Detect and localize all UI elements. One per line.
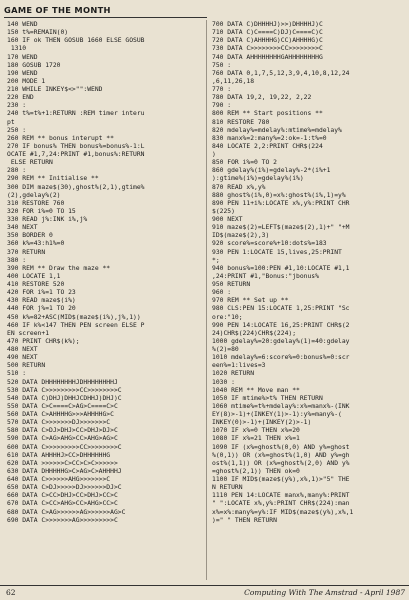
code-line: 910 maze$(2)=LEFT$(maze$(2),1)+" "+M — [212, 224, 350, 232]
code-line: 1010 mdelay%=6:score%=0:bonus%=0:scr — [212, 354, 350, 362]
code-line: 530 DATA C>>>>>>>>>CC>>>>>>>>C — [7, 386, 122, 394]
code-line: OCATE #1,7,24:PRINT #1,bonus%:RETURN — [7, 151, 145, 158]
code-line: 1310 — [7, 45, 27, 53]
code-line: 670 DATA C>CC>AHG>CC>AHG>CC>C — [7, 500, 118, 508]
code-line: 290 REM ** Initialise ** — [7, 175, 99, 183]
code-line: 350 BORDER 0 — [7, 232, 53, 240]
code-line: 900 NEXT — [212, 216, 243, 223]
code-line: 580 DATA C>DJ>DHJ>CC>DHJ>DJ>C — [7, 427, 118, 435]
code-line: " ":LOCATE x%,y%:PRINT CHR$(224):man — [212, 500, 350, 508]
code-line: ,6,11,26,18 — [212, 77, 255, 85]
code-line: 490 NEXT — [7, 354, 38, 362]
code-line: 420 FOR i%=1 TO 23 — [7, 289, 76, 297]
code-line: 830 manx%=2:many%=2:ok=-1:t%=0 — [212, 134, 327, 142]
code-line: ID$(maze$(2),3) — [212, 232, 270, 240]
code-line: 480 NEXT — [7, 346, 38, 353]
code-line: 220 END — [7, 94, 34, 102]
page-footer — [0, 585, 409, 600]
code-line: =ghost%(2,1)) THEN ok=0 — [212, 467, 300, 475]
code-line: 1020 RETURN — [212, 370, 255, 378]
code-line: )=" " THEN RETURN — [212, 516, 277, 524]
code-line: 430 READ maze$(i%) — [7, 297, 76, 305]
code-line: 700 DATA C)DHHHHJ)>>)DHHHHJ)C — [212, 21, 323, 28]
code-line: ) — [212, 151, 216, 158]
code-line: 750 : — [212, 61, 232, 69]
code-line: 240 t%=t%+1:RETURN :REM timer interu — [7, 110, 145, 118]
code-line: 740 DATA AHHHHHHHHGAHHHHHHHHG — [212, 53, 323, 61]
code-line: 770 : — [212, 86, 232, 93]
code-line: een%=1:lives=3 — [212, 362, 266, 370]
listing-column-right — [212, 21, 405, 525]
code-line: ore:"10; — [212, 313, 243, 321]
code-line: 520 DATA DHHHHHHHHJDHHHHHHHHJ — [7, 378, 118, 386]
code-line: 780 DATA 19,2, 19,22, 2,22 — [212, 94, 312, 102]
code-line: 880 ghost%(i%,0)=x%:ghost%(i%,1)=y% — [212, 191, 346, 199]
code-line: %(2)=80 — [212, 346, 239, 353]
code-line: 320 FOR i%=0 TO 15 — [7, 207, 76, 215]
code-line: 370 RETURN — [7, 248, 46, 256]
code-line: 570 DATA C>>>>>>>DJ>>>>>>>C — [7, 419, 111, 427]
code-line: *; — [212, 256, 220, 264]
magazine-credit: Computing With The Amstrad - April 1987 — [244, 588, 405, 597]
code-line: 270 IF bonus% THEN bonus%=bonus%-1:L — [7, 142, 145, 150]
code-line: 170 WEND — [7, 53, 38, 61]
code-line: 990 PEN 14:LOCATE 16,25:PRINT CHR$(2 — [212, 321, 350, 329]
code-line: 380 : — [7, 256, 27, 264]
code-line: 190 WEND — [7, 69, 38, 77]
code-line: 660 DATA C>CC>DHJ>CC>DHJ>CC>C — [7, 492, 118, 500]
code-line: 760 DATA 0,1,7,5,12,3,9,4,10,8,12,24 — [212, 69, 350, 77]
code-line: 680 DATA C>AG>>>>>>AG>>>>>>AG>C — [7, 508, 126, 516]
code-line: 1110 PEN 14:LOCATE manx%,many%:PRINT — [212, 492, 350, 500]
code-line: 330 READ j%:INK i%,j% — [7, 216, 88, 223]
code-line: N RETURN — [212, 484, 243, 492]
code-line: 1100 IF MID$(maze$(y%),x%,1)>"5" THE — [212, 476, 350, 483]
code-line: 300 DIM maze$(30),ghost%(2,1),gtime% — [7, 183, 145, 191]
code-line: 1050 IF mtime%>t% THEN RETURN — [212, 394, 323, 402]
code-line: 620 DATA >>>>>>C>CC>C>C>>>>>> — [7, 459, 118, 467]
code-line: 720 DATA C)AHHHHG)CC)AHHHHG)C — [212, 37, 323, 45]
code-line: 920 score%=score%+10:dots%=183 — [212, 240, 327, 248]
code-line: 690 DATA C>>>>>>>AG>>>>>>>>>C — [7, 516, 118, 524]
code-line: ost%(1,1)) OR (x%=ghost%(2,0) AND y% — [212, 459, 350, 467]
code-line: 340 NEXT — [7, 224, 38, 232]
code-line: 390 REM ** Draw the maze ** — [7, 264, 111, 272]
code-line: 850 FOR i%=0 TO 2 — [212, 159, 277, 167]
page-number: 62 — [6, 588, 16, 597]
code-line: 650 DATA C>DJ>>>>>DJ>>>>>>DJ>C — [7, 484, 122, 492]
code-line: 160 IF ok THEN GOSUB 1660 ELSE GOSUB — [7, 37, 145, 45]
code-line: 600 DATA C>>>>>>>>>CC>>>>>>>>C — [7, 443, 122, 451]
code-line: 810 RESTORE 780 — [212, 118, 270, 126]
section-header: GAME OF THE MONTH — [4, 3, 207, 18]
code-line: 230 : — [7, 102, 27, 110]
code-line: 260 REM ** bonus interupt ** — [7, 134, 114, 142]
code-line: 890 PEN 11+i%:LOCATE x%,y%:PRINT CHR — [212, 199, 350, 207]
code-line: 930 PEN 1:LOCATE 15,lives,25:PRINT — [212, 248, 342, 256]
code-line: INKEY(0)>-1)+(INKEY(2)>-1) — [212, 419, 312, 427]
code-line: 840 LOCATE 2,2:PRINT CHR$(224 — [212, 142, 323, 150]
code-line: 210 WHILE INKEY$<>"":WEND — [7, 86, 103, 93]
code-line: 460 IF k%<147 THEN PEN screen ELSE P — [7, 321, 145, 329]
code-line: 1090 IF (x%=ghost%(0,0) AND y%=ghost — [212, 443, 350, 451]
code-line: 310 RESTORE 760 — [7, 199, 65, 207]
code-line: 870 READ x%,y% — [212, 183, 266, 191]
code-line: 400 LOCATE 1,1 — [7, 272, 61, 280]
code-line: 1000 gdelay%=20:gdelay%(1)=40:gdelay — [212, 337, 350, 345]
code-line: %(0,1)) OR (x%=ghost%(1,0) AND y%=gh — [212, 451, 350, 459]
code-line: 470 PRINT CHR$(k%); — [7, 337, 80, 345]
code-line: 860 gdelay%(i%)=gdelay%-2*(i%+1 — [212, 167, 331, 175]
code-line: 510 : — [7, 370, 27, 378]
code-line: 360 k%=43:h1%=0 — [7, 240, 65, 248]
code-line: 1040 REM ** Move man ** — [212, 386, 300, 394]
code-line: 440 FOR j%=1 TO 20 — [7, 305, 76, 313]
code-line: 970 REM ** Set up ** — [212, 297, 289, 305]
code-line: 180 GOSUB 1720 — [7, 61, 61, 69]
code-line: 24)CHR$(224)CHR$(224); — [212, 329, 297, 337]
code-line: 940 bonus%=100:PEN #1,10:LOCATE #1,1 — [212, 264, 350, 272]
code-line: 1070 IF x%=0 THEN x%=20 — [212, 427, 300, 435]
code-line: 200 MODE 1 — [7, 77, 46, 85]
code-line: EY(8)>-1)+(INKEY(1)>-1):y%=many%-( — [212, 411, 342, 418]
code-line: 790 : — [212, 102, 232, 110]
code-line: 640 DATA C>>>>>>AHG>>>>>>>C — [7, 476, 111, 483]
code-line: x%=x%:many%=y%:IF MID$(maze$(y%),x%,1 — [212, 508, 354, 516]
code-line: ):gtime%(i%)=gdelay%(i%) — [212, 175, 304, 183]
code-line: 710 DATA C)C====C)DJ)C====C)C — [212, 29, 323, 37]
code-line: 140 WEND — [7, 21, 38, 28]
code-line: 800 REM ** Start positions ** — [212, 110, 323, 118]
listing-column-left — [7, 21, 201, 525]
code-line: 950 RETURN — [212, 281, 251, 288]
code-line: 980 CLS:PEN 15:LOCATE 1,25:PRINT "Sc — [212, 305, 350, 313]
code-line: 730 DATA C>>>>>>>>CC>>>>>>>>C — [212, 45, 323, 53]
code-line: 560 DATA C>AHHHHG>>>AHHHHG>C — [7, 411, 114, 418]
code-line: 410 RESTORE 520 — [7, 281, 65, 288]
code-line: 960 : — [212, 289, 232, 297]
code-line: EN screen+1 — [7, 329, 50, 337]
code-line: 610 DATA AHHHHJ>CC>DHHHHHHG — [7, 451, 111, 459]
code-line: 1030 : — [212, 378, 235, 386]
column-divider — [206, 20, 207, 580]
code-line: pt — [7, 118, 15, 126]
code-line: 500 RETURN — [7, 362, 46, 370]
code-line: 150 t%=REMAIN(0) — [7, 29, 69, 37]
code-line: 630 DATA DHHHHHG>C>AG>C>AHHHHJ — [7, 467, 122, 475]
code-line: 820 mdelay%=mdelay%:mtime%=mdelay% — [212, 126, 342, 134]
code-line: $(225) — [212, 207, 235, 215]
code-line: ,24:PRINT #1,"Bonus:"jbonus% — [212, 272, 319, 280]
code-line: 1080 IF x%=21 THEN x%=1 — [212, 435, 300, 443]
code-line: 550 DATA C>C====C>AG>C====C>C — [7, 402, 118, 410]
code-line: 250 : — [7, 126, 27, 134]
code-line: ELSE RETURN — [7, 159, 53, 167]
code-line: 590 DATA C>AG>AHG>CC>AHG>AG>C — [7, 435, 118, 443]
code-line: (2),gdelay%(2) — [7, 191, 61, 199]
code-line: 280 : — [7, 167, 27, 175]
code-line: 1060 mtime%=t%+mdelay%:x%=manx%-(INK — [212, 402, 350, 410]
code-line: 450 k%=82+ASC(MID$(maze$(i%),j%,1)) — [7, 313, 141, 321]
code-line: 540 DATA C)DHJ)DHHJCDHHJ)DHJ)C — [7, 394, 122, 402]
